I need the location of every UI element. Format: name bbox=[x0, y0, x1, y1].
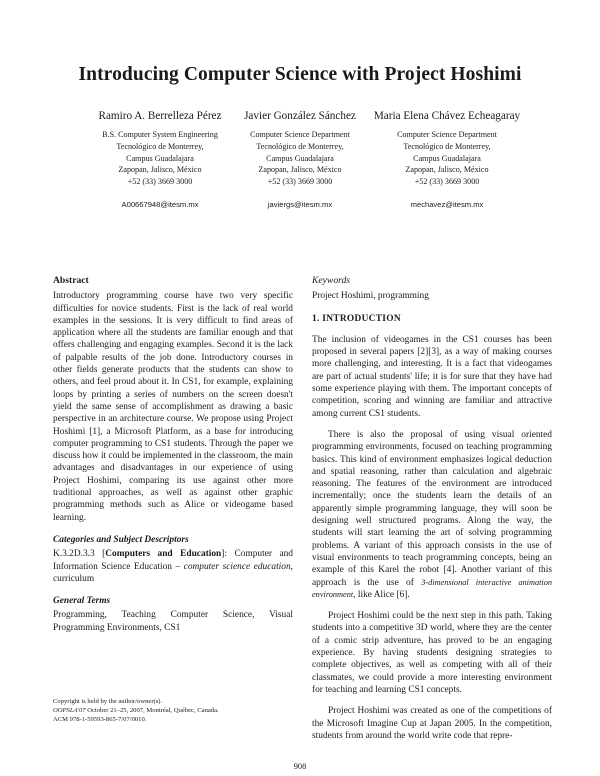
left-column bbox=[53, 275, 293, 643]
paper-title: Introducing Computer Science with Project Hoshimi bbox=[78, 64, 522, 85]
author-affiliation-line: Tecnológico de Monterrey, bbox=[403, 141, 491, 151]
author-affiliation-line: Computer Science Department bbox=[250, 130, 350, 139]
author-affiliation-line: Zapopan, Jalisco, México bbox=[258, 165, 342, 175]
categories-text: K.3.2D.3.3 [Computers and Education]: Computer and Information Science Education – computer science education, curriculum bbox=[53, 549, 293, 584]
intro-paragraph-2: There is also the proposal of using visual oriented programming environments, focused on teaching programming basics. This kind of environment emphasizes logical deduction and spatial reasoning, rather than calculation and algebraic reasoning. The features of the environment are introduced incrementally; once the students learn the details of an apparently simple programming language, they will soon be designing well structured programs. Along the way, the students will start learning the art of solving programming problems. A variant of this approach consists in the use of visual environments to teach programming concepts, being an example of this Karel the robot [4]. Another variant of this approach is the use of 3-dimensional interactive animation environment, like Alice [6]. bbox=[312, 429, 552, 600]
categories-heading: Categories and Subject Descriptors bbox=[53, 534, 189, 545]
author-affiliation-line: Tecnológico de Monterrey, bbox=[256, 141, 344, 151]
author-phone: +52 (33) 3669 3000 bbox=[267, 177, 333, 187]
author-phone: +52 (33) 3669 3000 bbox=[127, 177, 193, 187]
author-email: A00667948@itesm.mx bbox=[121, 199, 199, 209]
author-affiliation-line: Tecnológico de Monterrey, bbox=[116, 141, 204, 151]
author-name: Javier González Sánchez bbox=[244, 110, 356, 122]
author-name: Ramiro A. Berrelleza Pérez bbox=[98, 110, 222, 122]
page-number: 908 bbox=[293, 762, 307, 771]
intro-paragraph-3: Project Hoshimi could be the next step in this path. Taking students into a competitive 3D world, where they are the center of a comic strip adventure, has proved to be an engaging experience. By having students designing strategies to complete objectives, as well as competing with all of their classmates, we could provide a more interesting environment for teaching and learning CS1 concepts. bbox=[312, 611, 552, 695]
author-phone: +52 (33) 3669 3000 bbox=[414, 177, 480, 187]
introduction-heading: 1. INTRODUCTION bbox=[312, 313, 401, 324]
author-affiliation-line: Zapopan, Jalisco, México bbox=[118, 165, 202, 175]
author-email: javiergs@itesm.mx bbox=[267, 199, 333, 209]
author-affiliation-line: Campus Guadalajara bbox=[126, 153, 194, 163]
author-affiliation-line: Zapopan, Jalisco, México bbox=[405, 165, 489, 175]
author-affiliation-line: Campus Guadalajara bbox=[413, 153, 481, 163]
author-name: Maria Elena Chávez Echeagaray bbox=[373, 110, 521, 122]
intro-paragraph-4: Project Hoshimi was created as one of the competitions of the Microsoft Imagine Cup at Japan 2005. In the competition, students from around the world write code that repre- bbox=[312, 706, 552, 741]
abstract-heading: Abstract bbox=[53, 275, 89, 286]
author-affiliation-line: B.S. Computer System Engineering bbox=[102, 130, 218, 139]
author-block-3 bbox=[362, 110, 532, 209]
keywords-heading: Keywords bbox=[312, 275, 351, 286]
right-column bbox=[312, 275, 552, 751]
author-affiliation-line: Campus Guadalajara bbox=[266, 153, 334, 163]
author-block-2 bbox=[215, 110, 385, 209]
copyright-footnote: Copyright is held by the author/owner(s). OOPSLA'07 October 21–25, 2007, Montréal, Québec, Canada. ACM 978-1-59593-865-7/07/0010. bbox=[53, 698, 219, 723]
intro-paragraph-1: The inclusion of videogames in the CS1 courses has been proposed in several papers [2][3], as a way of making courses more challenging, and interesting. It is a fact that videogames are part of actual students' life; it is for sure that they have had some experience playing with them. The important concepts of competition, scoring and winning are familiar and attractive among current CS1 students. bbox=[312, 334, 552, 419]
keywords-text: Project Hoshimi, programming bbox=[312, 291, 429, 302]
author-email: mechavez@itesm.mx bbox=[410, 199, 484, 209]
general-terms-text: Programming, Teaching Computer Science, Visual Programming Environments, CS1 bbox=[53, 610, 293, 633]
abstract-text: Introductory programming course have two very specific difficulties for novice students. First is the lack of real world examples in the sessions. It is very difficult to find areas of application where all the students are familiar enough and that offers challenging and engaging examples. Second it is the lack of palpable results of the job done. Introductory courses in other fields generate products that the students can show to others, and feel proud about it. In CS1, for example, explaining loops by printing a series of numbers on the screen doesn't yield the same sense of accomplishment as drawing a basic perspective in an architecture course. We propose using Project Hoshimi [1], a Microsoft Platform, as a base for introducing computer programming to CS1 students. Through the paper we discuss how it could be implemented in the classroom, the main advantages and disadvantages in our experience of using Project Hoshimi, comparing its use against other more traditional approaches, as well as against other graphic programming methods such as Alice or videogame based learning. bbox=[53, 291, 293, 523]
author-affiliation-line: Computer Science Department bbox=[397, 130, 497, 139]
general-terms-heading: General Terms bbox=[53, 596, 111, 607]
